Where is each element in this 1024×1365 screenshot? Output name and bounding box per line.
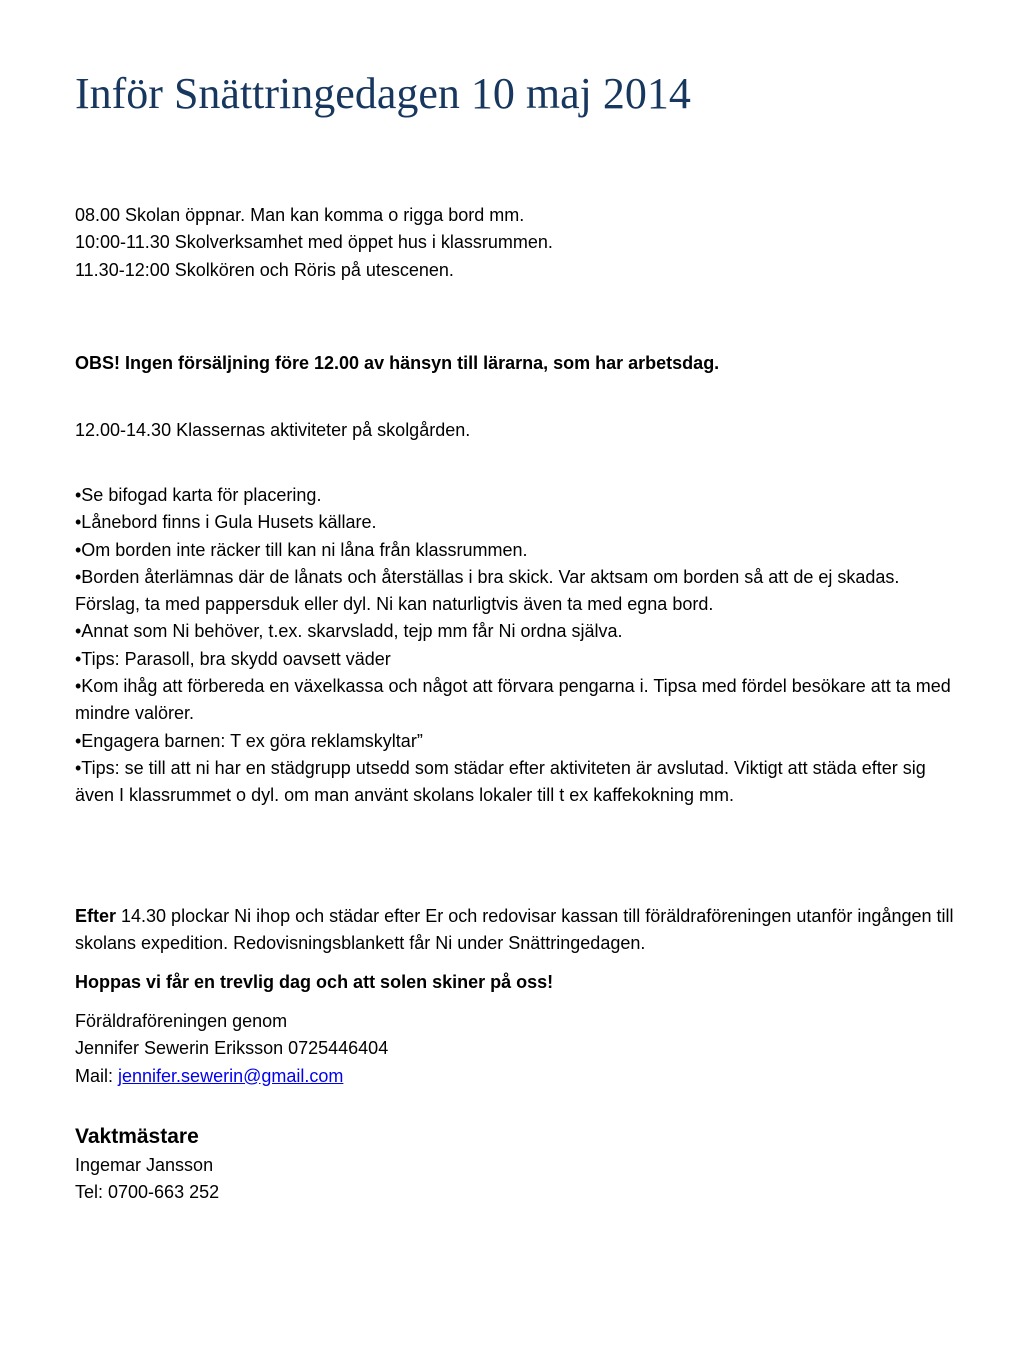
janitor-heading: Vaktmästare xyxy=(75,1125,199,1148)
bullet-item: •Kom ihåg att förbereda en växelkassa och något att förvara pengarna i. Tipsa med fördel besökare att ta med mindre valörer. xyxy=(75,676,951,724)
contact-org: Föräldraföreningen genom xyxy=(75,1011,288,1031)
contact-mail-line xyxy=(75,1063,955,1090)
page-title: Inför Snättringedagen 10 maj 2014 xyxy=(75,69,691,118)
after-lead: Efter xyxy=(75,906,117,926)
after-paragraph xyxy=(75,903,955,958)
bullet-list xyxy=(75,482,955,810)
closing-text: Hoppas vi får en trevlig dag och att solen skiner på oss! xyxy=(75,972,554,992)
bullet-item: •Lånebord finns i Gula Husets källare. xyxy=(75,512,377,533)
bullet-item: •Engagera barnen: T ex göra reklamskyltar” xyxy=(75,730,423,751)
bullet-item: •Annat som Ni behöver, t.ex. skarvsladd, tejp mm får Ni ordna själva. xyxy=(75,621,623,642)
bullet-item: •Se bifogad karta för placering. xyxy=(75,485,322,505)
mail-label: Mail: xyxy=(75,1065,119,1086)
contact-person: Jennifer Sewerin Eriksson 0725446404 xyxy=(75,1038,389,1059)
bullet-item: •Om borden inte räcker till kan ni låna från klassrummen. xyxy=(75,539,528,560)
janitor-phone: Tel: 0700-663 252 xyxy=(75,1182,220,1203)
schedule-item: 08.00 Skolan öppnar. Man kan komma o rigga bord mm. xyxy=(75,205,525,225)
schedule-item: 10:00-11.30 Skolverksamhet med öppet hus i klassrummen. xyxy=(75,232,553,253)
janitor-block xyxy=(75,1122,955,1207)
notice-text: OBS! Ingen försäljning före 12.00 av hänsyn till lärarna, som har arbetsdag. xyxy=(75,353,720,373)
bullet-item: •Borden återlämnas där de lånats och återställas i bra skick. Var aktsam om borden så att de ej skadas. Förslag, ta med pappersduk eller dyl. Ni kan naturligtvis även ta med egna bord. xyxy=(75,566,900,615)
activities-text: 12.00-14.30 Klassernas aktiviteter på skolgården. xyxy=(75,420,471,440)
janitor-name: Ingemar Jansson xyxy=(75,1155,214,1175)
email-link[interactable]: jennifer.sewerin@gmail.com xyxy=(118,1065,344,1086)
schedule-item: 11.30-12:00 Skolkören och Röris på utescenen. xyxy=(75,259,454,280)
bullet-item: •Tips: se till att ni har en städgrupp utsedd som städar efter aktiviteten är avslutad. Viktigt att städa efter sig även I klassrummet o dyl. om man använt skolans lokaler till t ex kaffekokning mm. xyxy=(75,757,926,806)
schedule-list xyxy=(75,202,955,284)
after-text: 14.30 plockar Ni ihop och städar efter Er och redovisar kassan till föräldraföreningen utanför ingången till skolans expedition. Redovisningsblankett får Ni under Snättringedagen. xyxy=(75,906,954,954)
bullet-item: •Tips: Parasoll, bra skydd oavsett väder xyxy=(75,648,391,669)
contact-block xyxy=(75,1008,955,1090)
